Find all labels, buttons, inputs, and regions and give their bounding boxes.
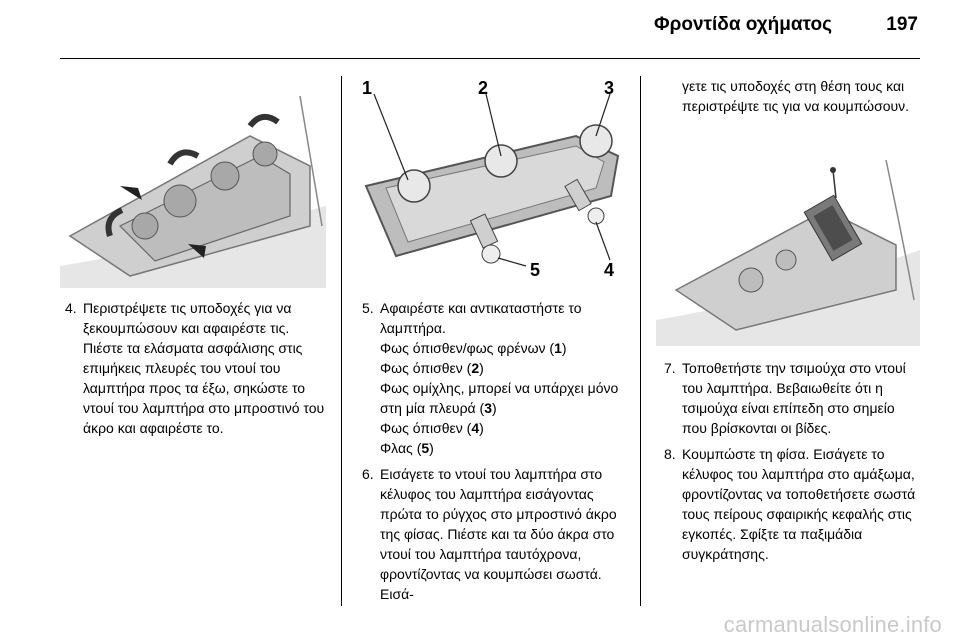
step-6-text: Εισάγετε το ντουί του λαμπτήρα στο κέλυφος του λαμπτήρα εισάγοντας πρώτα το ρύγχος στο μπροστινό άκρο της φίσας. Πιέστε και τα δύο άκρα στο ντουί του λαμπτήρα ταυτόχρονα, φροντίζοντας να κουμπώσει σωστά. Εισά- (380, 466, 617, 602)
step-4 (65, 298, 327, 438)
column-3-continuation (682, 76, 918, 116)
callout-5: 5 (530, 260, 541, 280)
step-5 (362, 298, 634, 458)
step-8-number: 8. (664, 446, 676, 462)
step-8-text: Κουμπώστε τη φίσα. Εισάγετε το κέλυφος του λαμπτήρα στο αμάξωμα, φροντίζοντας να τοποθετήσετε σωστά τους πείρους σφαιρικής κεφαλής στις εγκοπές. Σφίξτε τα παξιμάδια συγκράτησης. (682, 446, 916, 562)
callout-4: 4 (604, 260, 615, 280)
step-6-number: 6. (362, 466, 374, 482)
step-4-number: 4. (65, 300, 77, 316)
column-2-text (362, 298, 634, 610)
figure-lamp-holder-bulbs (356, 76, 626, 288)
step-6-continuation-text: γετε τις υποδοχές στη θέση τους και περιστρέψτε τις για να κουμπώσουν. (682, 78, 910, 114)
bulb-3-line: Φως ομίχλης, μπορεί να υπάρχει μόνο στη μία πλευρά (3) (380, 380, 619, 416)
step-5-text: Αφαιρέστε και αντικαταστήστε το λαμπτήρα. (380, 300, 582, 336)
step-7-text: Τοποθετήστε την τσιμούχα στο ντουί του λαμπτήρα. Βεβαιωθείτε ότι η τσιμούχα είναι επίπεδη στο σημείο που βρίσκονται οι βίδες. (682, 360, 906, 436)
watermark: carmanualsonline.info (723, 612, 942, 637)
column-1-text (65, 298, 327, 444)
header-rule (60, 58, 920, 59)
bulb-2-line: Φως όπισθεν (2) (380, 360, 484, 376)
figure-lamp-seal (656, 150, 920, 346)
column-divider-right (640, 76, 641, 606)
step-4-text: Περιστρέψετε τις υποδοχές για να ξεκουμπώσουν και αφαιρέστε τις. Πιέστε τα ελάσματα ασφάλισης στις επιμήκεις πλευρές του ντουί του λαμπτήρα προς τα έξω, σηκώστε το ντουί του λαμπτήρα στο μπροστινό του άκρο και αφαιρέστε το. (83, 300, 325, 436)
bulb-4-line: Φως όπισθεν (4) (380, 420, 484, 436)
callout-2: 2 (478, 78, 489, 98)
step-6 (362, 464, 634, 604)
column-3-text (664, 358, 922, 570)
step-8 (664, 444, 922, 564)
bulb-1-line: Φως όπισθεν/φως φρένων (1) (380, 340, 567, 356)
bulb-5-line: Φλας (5) (380, 440, 434, 456)
step-7 (664, 358, 922, 438)
callout-1: 1 (362, 78, 373, 98)
page-header-title: Φροντίδα οχήματος (654, 14, 832, 35)
page-number: 197 (886, 14, 918, 35)
step-7-number: 7. (664, 360, 676, 376)
step-5-number: 5. (362, 300, 374, 316)
column-divider-left (341, 76, 342, 606)
callout-3: 3 (604, 78, 615, 98)
figure-lamp-sockets-rotation (60, 76, 326, 288)
